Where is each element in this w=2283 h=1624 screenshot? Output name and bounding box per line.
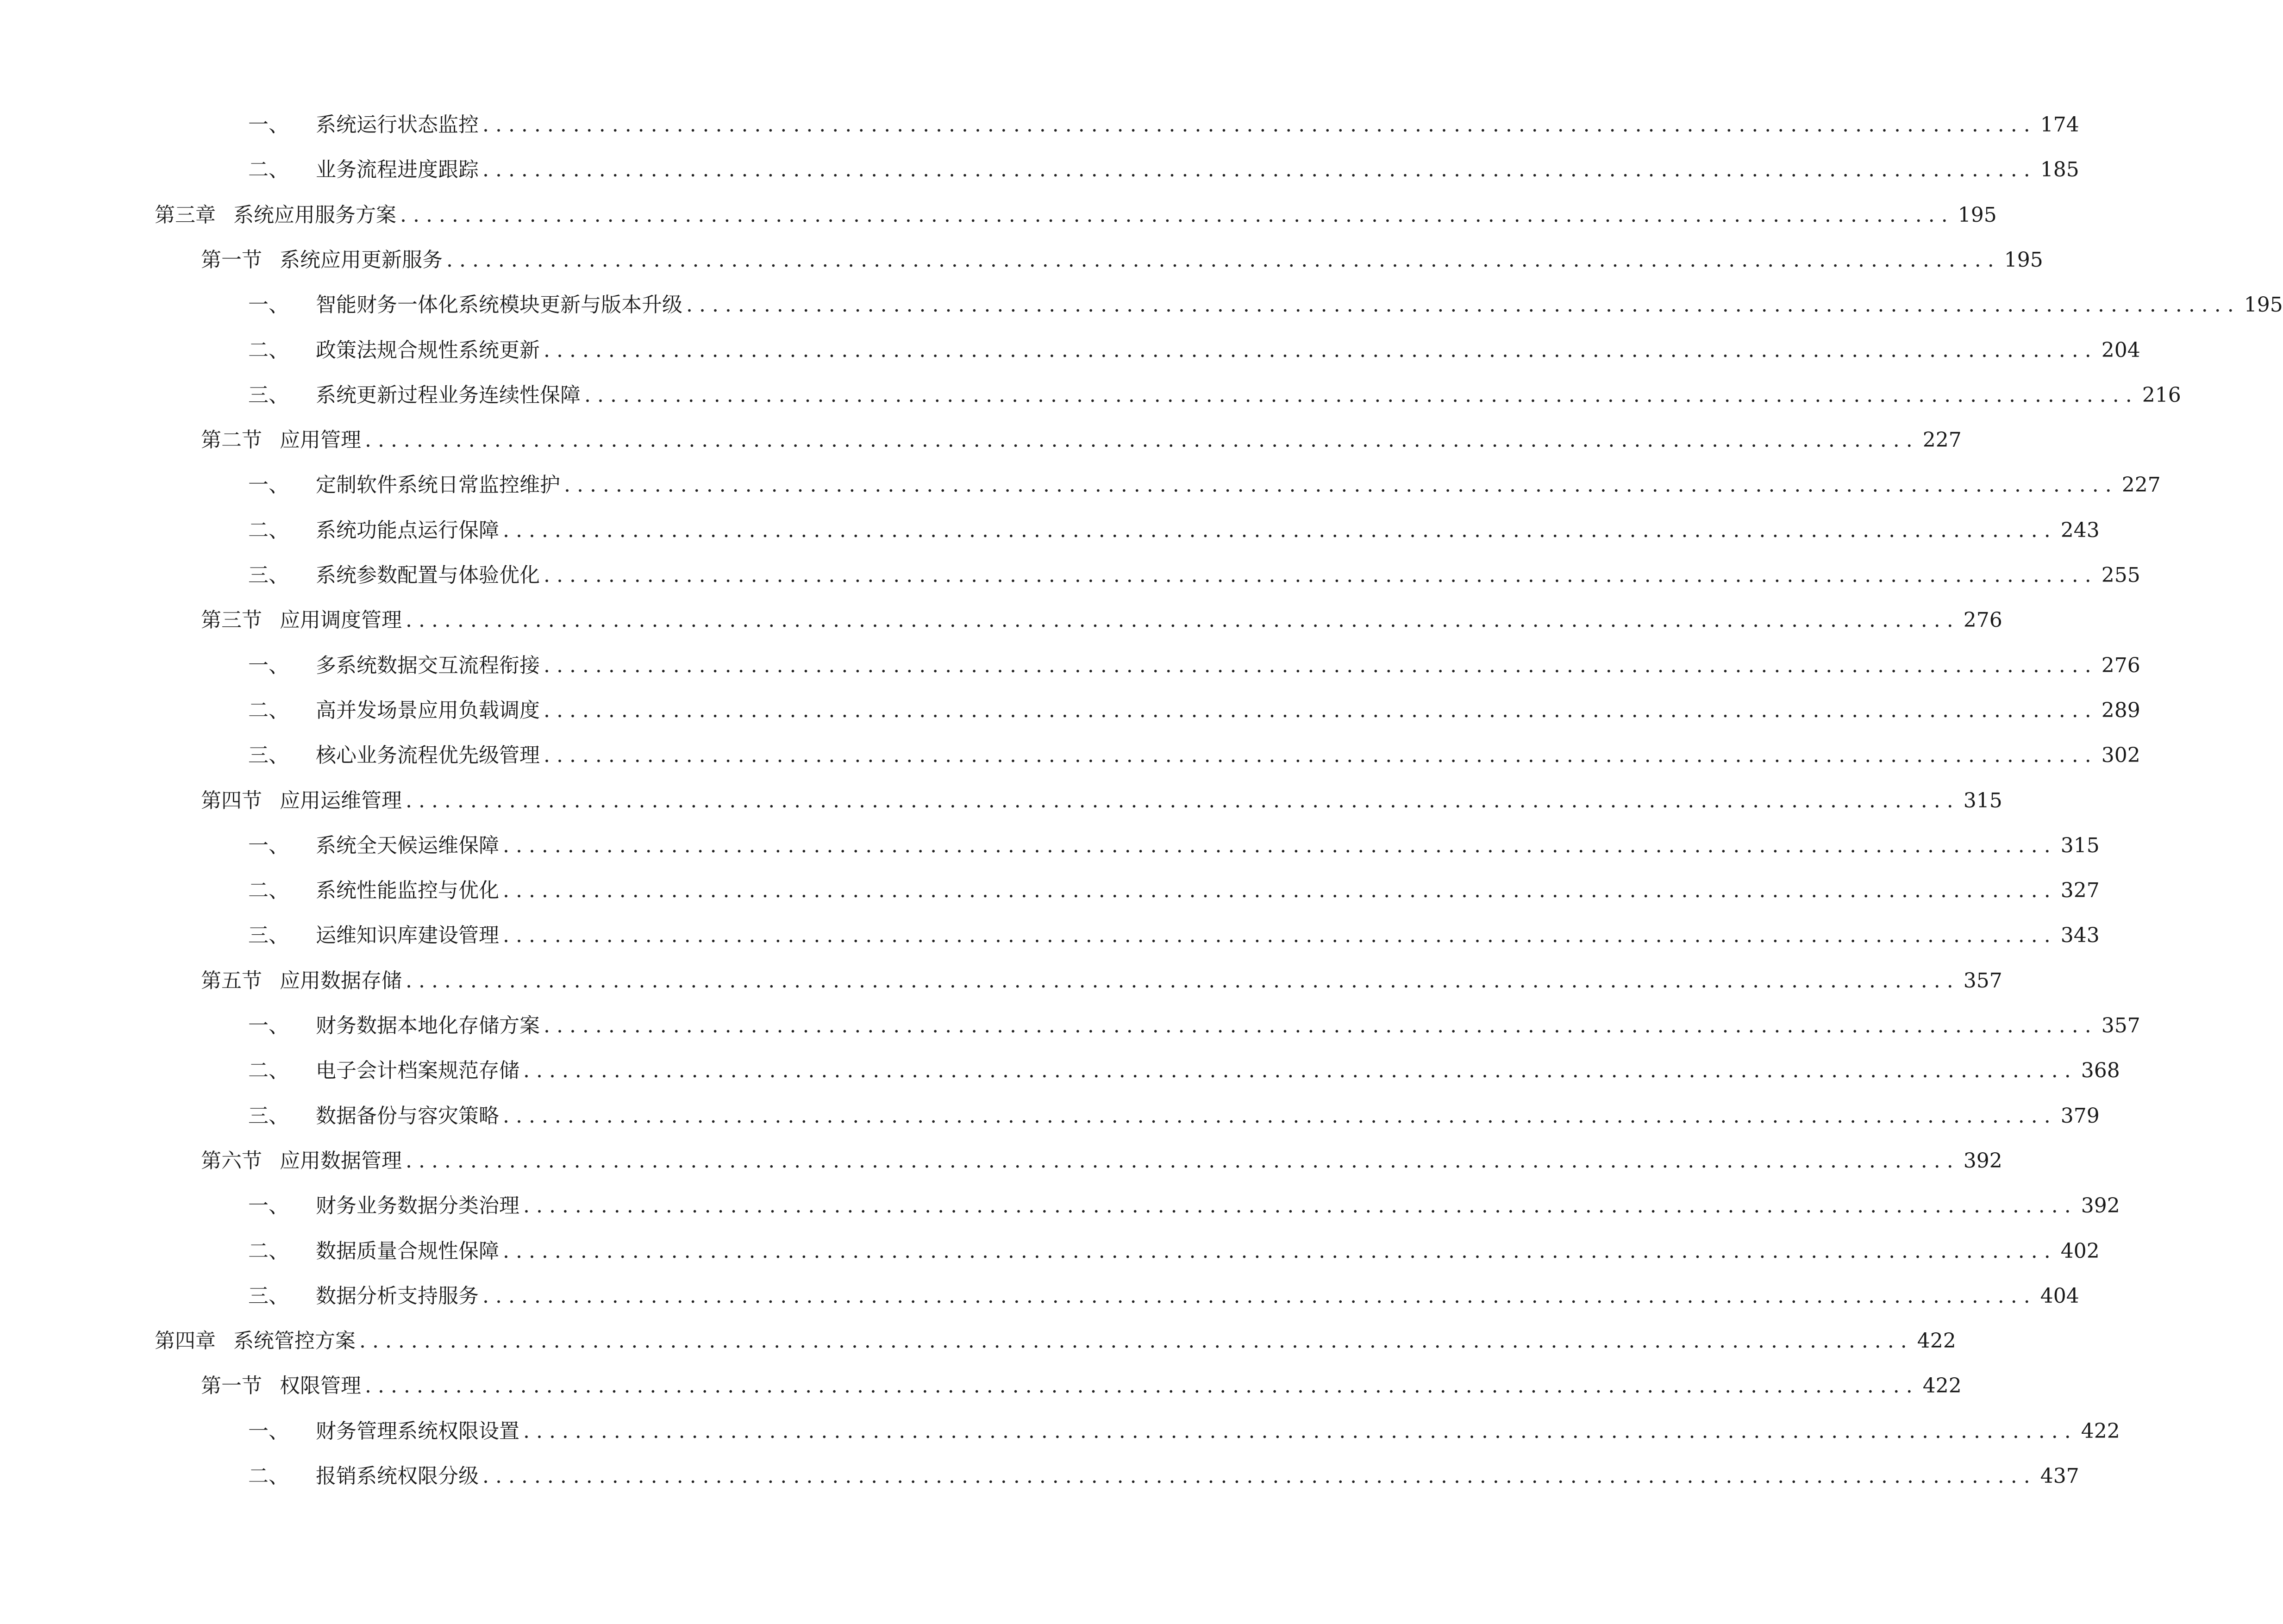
toc-entry-title: 定制软件系统日常监控维护 bbox=[316, 473, 560, 497]
toc-entry-page-number: 402 bbox=[2060, 1239, 2100, 1263]
toc-entry[interactable] bbox=[0, 1052, 2120, 1089]
toc-entry-page-number: 327 bbox=[2060, 879, 2100, 902]
toc-entry-number: 第三节 bbox=[201, 608, 262, 632]
toc-entry[interactable] bbox=[0, 827, 2100, 864]
toc-entry-title: 业务流程进度跟踪 bbox=[316, 158, 479, 181]
toc-entry-number: 一、 bbox=[248, 1014, 289, 1037]
toc-entry-page-number: 195 bbox=[2244, 293, 2283, 317]
toc-entry-number: 三、 bbox=[248, 924, 289, 947]
toc-entry-title: 财务管理系统权限设置 bbox=[316, 1419, 519, 1443]
toc-entry-title: 政策法规合规性系统更新 bbox=[316, 338, 540, 362]
toc-leader-dots: . . . . . . . . . . . . . . . . . . . . . . . . . . . . . . . . . . . . . . . . . . . . . . . . . . . . . . . . . . . . . . . . . . . . . . . . . . . . . . . . . . . . . . . . . . . . . . . . . . . . . . . . . . . . . . . . . . . . . . . . bbox=[544, 743, 2091, 767]
toc-leader-dots: . . . . . . . . . . . . . . . . . . . . . . . . . . . . . . . . . . . . . . . . . . . . . . . . . . . . . . . . . . . . . . . . . . . . . . . . . . . . . . . . . . . . . . . . . . . . . . . . . . . . . . . . . . . . . . . . . . . . . . . . bbox=[365, 1374, 1913, 1398]
toc-entry[interactable] bbox=[0, 467, 2161, 504]
toc-entry[interactable] bbox=[0, 151, 2079, 188]
toc-entry-title: 系统参数配置与体验优化 bbox=[316, 563, 540, 587]
toc-entry-title: 系统功能点运行保障 bbox=[316, 518, 499, 542]
toc-entry[interactable] bbox=[0, 332, 2140, 369]
toc-entry[interactable] bbox=[0, 1098, 2100, 1135]
toc-entry-title: 数据备份与容灾策略 bbox=[316, 1104, 499, 1128]
toc-leader-dots: . . . . . . . . . . . . . . . . . . . . . . . . . . . . . . . . . . . . . . . . . . . . . . . . . . . . . . . . . . . . . . . . . . . . . . . . . . . . . . . . . . . . . . . . . . . . . . . . . . . . . . . . . . . . . . . . . . . . . . . . bbox=[544, 1014, 2091, 1037]
toc-entry-number: 第一节 bbox=[201, 248, 262, 272]
toc-entry[interactable] bbox=[0, 737, 2140, 774]
toc-entry-number: 二、 bbox=[248, 338, 289, 362]
toc-entry-page-number: 315 bbox=[2060, 834, 2100, 857]
toc-entry-number: 二、 bbox=[248, 699, 289, 722]
toc-leader-dots: . . . . . . . . . . . . . . . . . . . . . . . . . . . . . . . . . . . . . . . . . . . . . . . . . . . . . . . . . . . . . . . . . . . . . . . . . . . . . . . . . . . . . . . . . . . . . . . . . . . . . . . . . . . . . . . . . . . . . . . . bbox=[544, 338, 2091, 362]
toc-leader-dots: . . . . . . . . . . . . . . . . . . . . . . . . . . . . . . . . . . . . . . . . . . . . . . . . . . . . . . . . . . . . . . . . . . . . . . . . . . . . . . . . . . . . . . . . . . . . . . . . . . . . . . . . . . . . . . . . . . . . . . . . bbox=[523, 1419, 2071, 1443]
toc-entry-number: 三、 bbox=[248, 743, 289, 767]
toc-entry[interactable] bbox=[0, 377, 2181, 414]
toc-entry[interactable] bbox=[0, 1278, 2079, 1315]
toc-entry-number: 三、 bbox=[248, 1104, 289, 1128]
toc-entry-number: 一、 bbox=[248, 473, 289, 497]
toc-entry-number: 第三章 bbox=[155, 203, 216, 227]
toc-entry[interactable] bbox=[0, 1323, 1956, 1360]
toc-entry-title: 数据质量合规性保障 bbox=[316, 1239, 499, 1263]
toc-leader-dots: . . . . . . . . . . . . . . . . . . . . . . . . . . . . . . . . . . . . . . . . . . . . . . . . . . . . . . . . . . . . . . . . . . . . . . . . . . . . . . . . . . . . . . . . . . . . . . . . . . . . . . . . . . . . . . . . . . . . . . . . bbox=[406, 608, 1953, 632]
toc-entry-page-number: 422 bbox=[1922, 1374, 1962, 1398]
toc-leader-dots: . . . . . . . . . . . . . . . . . . . . . . . . . . . . . . . . . . . . . . . . . . . . . . . . . . . . . . . . . . . . . . . . . . . . . . . . . . . . . . . . . . . . . . . . . . . . . . . . . . . . . . . . . . . . . . . . . . . . . . . . bbox=[482, 158, 2030, 181]
toc-entry-page-number: 422 bbox=[1917, 1329, 1956, 1353]
toc-entry-page-number: 302 bbox=[2101, 743, 2140, 767]
toc-entry[interactable] bbox=[0, 692, 2140, 729]
toc-entry-page-number: 276 bbox=[2101, 654, 2140, 677]
toc-entry-number: 一、 bbox=[248, 1419, 289, 1443]
toc-entry-title: 电子会计档案规范存储 bbox=[316, 1059, 519, 1082]
toc-leader-dots: . . . . . . . . . . . . . . . . . . . . . . . . . . . . . . . . . . . . . . . . . . . . . . . . . . . . . . . . . . . . . . . . . . . . . . . . . . . . . . . . . . . . . . . . . . . . . . . . . . . . . . . . . . . . . . . . . . . . . . . . bbox=[482, 1284, 2030, 1308]
toc-entry[interactable] bbox=[0, 287, 2283, 324]
toc-entry[interactable] bbox=[0, 1233, 2100, 1270]
toc-entry[interactable] bbox=[0, 106, 2079, 144]
toc-leader-dots: . . . . . . . . . . . . . . . . . . . . . . . . . . . . . . . . . . . . . . . . . . . . . . . . . . . . . . . . . . . . . . . . . . . . . . . . . . . . . . . . . . . . . . . . . . . . . . . . . . . . . . . . . . . . . . . . . . . . . . . . bbox=[584, 383, 2132, 407]
toc-entry[interactable] bbox=[0, 962, 2002, 999]
toc-entry-number: 一、 bbox=[248, 1194, 289, 1218]
toc-entry-page-number: 243 bbox=[2060, 518, 2100, 542]
toc-entry-number: 第六节 bbox=[201, 1149, 262, 1173]
toc-entry-page-number: 422 bbox=[2081, 1419, 2120, 1443]
toc-leader-dots: . . . . . . . . . . . . . . . . . . . . . . . . . . . . . . . . . . . . . . . . . . . . . . . . . . . . . . . . . . . . . . . . . . . . . . . . . . . . . . . . . . . . . . . . . . . . . . . . . . . . . . . . . . . . . . . . . . . . . . . . bbox=[400, 203, 1948, 227]
toc-entry-page-number: 404 bbox=[2040, 1284, 2079, 1308]
toc-entry-number: 三、 bbox=[248, 1284, 289, 1308]
toc-leader-dots: . . . . . . . . . . . . . . . . . . . . . . . . . . . . . . . . . . . . . . . . . . . . . . . . . . . . . . . . . . . . . . . . . . . . . . . . . . . . . . . . . . . . . . . . . . . . . . . . . . . . . . . . . . . . . . . . . . . . . . . . bbox=[503, 879, 2051, 902]
toc-entry-number: 一、 bbox=[248, 654, 289, 677]
toc-leader-dots: . . . . . . . . . . . . . . . . . . . . . . . . . . . . . . . . . . . . . . . . . . . . . . . . . . . . . . . . . . . . . . . . . . . . . . . . . . . . . . . . . . . . . . . . . . . . . . . . . . . . . . . . . . . . . . . . . . . . . . . . bbox=[365, 428, 1913, 452]
toc-entry-page-number: 357 bbox=[1963, 969, 2002, 993]
toc-leader-dots: . . . . . . . . . . . . . . . . . . . . . . . . . . . . . . . . . . . . . . . . . . . . . . . . . . . . . . . . . . . . . . . . . . . . . . . . . . . . . . . . . . . . . . . . . . . . . . . . . . . . . . . . . . . . . . . . . . . . . . . . bbox=[686, 293, 2234, 317]
toc-entry-title: 应用调度管理 bbox=[280, 608, 402, 632]
toc-entry-number: 第五节 bbox=[201, 969, 262, 993]
toc-entry-title: 系统应用更新服务 bbox=[280, 248, 443, 272]
toc-leader-dots: . . . . . . . . . . . . . . . . . . . . . . . . . . . . . . . . . . . . . . . . . . . . . . . . . . . . . . . . . . . . . . . . . . . . . . . . . . . . . . . . . . . . . . . . . . . . . . . . . . . . . . . . . . . . . . . . . . . . . . . . bbox=[406, 969, 1953, 993]
toc-leader-dots: . . . . . . . . . . . . . . . . . . . . . . . . . . . . . . . . . . . . . . . . . . . . . . . . . . . . . . . . . . . . . . . . . . . . . . . . . . . . . . . . . . . . . . . . . . . . . . . . . . . . . . . . . . . . . . . . . . . . . . . . bbox=[503, 924, 2051, 947]
toc-entry[interactable] bbox=[0, 242, 2043, 279]
toc-entry-title: 应用数据存储 bbox=[280, 969, 402, 993]
toc-entry-title: 系统应用服务方案 bbox=[233, 203, 396, 227]
toc-entry-title: 系统全天候运维保障 bbox=[316, 834, 499, 857]
toc-entry-title: 运维知识库建设管理 bbox=[316, 924, 499, 947]
toc-leader-dots: . . . . . . . . . . . . . . . . . . . . . . . . . . . . . . . . . . . . . . . . . . . . . . . . . . . . . . . . . . . . . . . . . . . . . . . . . . . . . . . . . . . . . . . . . . . . . . . . . . . . . . . . . . . . . . . . . . . . . . . . bbox=[406, 1149, 1953, 1173]
toc-entry-title: 财务业务数据分类治理 bbox=[316, 1194, 519, 1218]
toc-entry[interactable] bbox=[0, 1187, 2120, 1224]
toc-entry[interactable] bbox=[0, 1368, 1962, 1405]
toc-entry[interactable] bbox=[0, 602, 2002, 639]
toc-entry-page-number: 255 bbox=[2101, 563, 2140, 587]
toc-entry-page-number: 227 bbox=[2121, 473, 2161, 497]
toc-entry-page-number: 185 bbox=[2040, 158, 2079, 181]
toc-entry-page-number: 437 bbox=[2040, 1464, 2079, 1488]
toc-entry-title: 系统管控方案 bbox=[233, 1329, 356, 1353]
toc-entry-title: 系统性能监控与优化 bbox=[316, 879, 499, 902]
toc-entry-page-number: 368 bbox=[2081, 1059, 2120, 1082]
toc-entry-title: 核心业务流程优先级管理 bbox=[316, 743, 540, 767]
toc-entry[interactable] bbox=[0, 782, 2002, 819]
toc-entry-title: 应用管理 bbox=[280, 428, 361, 452]
toc-entry-page-number: 379 bbox=[2060, 1104, 2100, 1128]
toc-leader-dots: . . . . . . . . . . . . . . . . . . . . . . . . . . . . . . . . . . . . . . . . . . . . . . . . . . . . . . . . . . . . . . . . . . . . . . . . . . . . . . . . . . . . . . . . . . . . . . . . . . . . . . . . . . . . . . . . . . . . . . . . bbox=[503, 518, 2051, 542]
toc-entry[interactable] bbox=[0, 917, 2100, 954]
toc-entry-page-number: 315 bbox=[1963, 789, 2002, 812]
toc-entry-title: 智能财务一体化系统模块更新与版本升级 bbox=[316, 293, 682, 317]
toc-entry-page-number: 289 bbox=[2101, 699, 2140, 722]
toc-entry-number: 一、 bbox=[248, 113, 289, 137]
toc-entry-title: 财务数据本地化存储方案 bbox=[316, 1014, 540, 1037]
toc-leader-dots: . . . . . . . . . . . . . . . . . . . . . . . . . . . . . . . . . . . . . . . . . . . . . . . . . . . . . . . . . . . . . . . . . . . . . . . . . . . . . . . . . . . . . . . . . . . . . . . . . . . . . . . . . . . . . . . . . . . . . . . . bbox=[544, 563, 2091, 587]
toc-entry-page-number: 343 bbox=[2060, 924, 2100, 947]
toc-entry-page-number: 357 bbox=[2101, 1014, 2140, 1037]
toc-entry-number: 一、 bbox=[248, 293, 289, 317]
toc-entry-page-number: 204 bbox=[2101, 338, 2140, 362]
toc-leader-dots: . . . . . . . . . . . . . . . . . . . . . . . . . . . . . . . . . . . . . . . . . . . . . . . . . . . . . . . . . . . . . . . . . . . . . . . . . . . . . . . . . . . . . . . . . . . . . . . . . . . . . . . . . . . . . . . . . . . . . . . . bbox=[503, 834, 2051, 857]
toc-entry[interactable] bbox=[0, 647, 2140, 684]
toc-entry-number: 第四节 bbox=[201, 789, 262, 812]
toc-entry-number: 二、 bbox=[248, 879, 289, 902]
toc-leader-dots: . . . . . . . . . . . . . . . . . . . . . . . . . . . . . . . . . . . . . . . . . . . . . . . . . . . . . . . . . . . . . . . . . . . . . . . . . . . . . . . . . . . . . . . . . . . . . . . . . . . . . . . . . . . . . . . . . . . . . . . . bbox=[544, 654, 2091, 677]
toc-leader-dots: . . . . . . . . . . . . . . . . . . . . . . . . . . . . . . . . . . . . . . . . . . . . . . . . . . . . . . . . . . . . . . . . . . . . . . . . . . . . . . . . . . . . . . . . . . . . . . . . . . . . . . . . . . . . . . . . . . . . . . . . bbox=[564, 473, 2112, 497]
toc-leader-dots: . . . . . . . . . . . . . . . . . . . . . . . . . . . . . . . . . . . . . . . . . . . . . . . . . . . . . . . . . . . . . . . . . . . . . . . . . . . . . . . . . . . . . . . . . . . . . . . . . . . . . . . . . . . . . . . . . . . . . . . . bbox=[503, 1239, 2051, 1263]
toc-leader-dots: . . . . . . . . . . . . . . . . . . . . . . . . . . . . . . . . . . . . . . . . . . . . . . . . . . . . . . . . . . . . . . . . . . . . . . . . . . . . . . . . . . . . . . . . . . . . . . . . . . . . . . . . . . . . . . . . . . . . . . . . bbox=[359, 1329, 1907, 1353]
toc-entry[interactable] bbox=[0, 872, 2100, 909]
toc-entry-page-number: 195 bbox=[2004, 248, 2043, 272]
toc-entry-number: 三、 bbox=[248, 383, 289, 407]
toc-entry-title: 高并发场景应用负载调度 bbox=[316, 699, 540, 722]
toc-entry-title: 多系统数据交互流程衔接 bbox=[316, 654, 540, 677]
toc-entry-number: 二、 bbox=[248, 1464, 289, 1488]
toc-entry-page-number: 195 bbox=[1958, 203, 1997, 227]
toc-entry-page-number: 276 bbox=[1963, 608, 2002, 632]
toc-entry-number: 第二节 bbox=[201, 428, 262, 452]
toc-entry[interactable] bbox=[0, 1007, 2140, 1044]
toc-leader-dots: . . . . . . . . . . . . . . . . . . . . . . . . . . . . . . . . . . . . . . . . . . . . . . . . . . . . . . . . . . . . . . . . . . . . . . . . . . . . . . . . . . . . . . . . . . . . . . . . . . . . . . . . . . . . . . . . . . . . . . . . bbox=[523, 1194, 2071, 1218]
toc-leader-dots: . . . . . . . . . . . . . . . . . . . . . . . . . . . . . . . . . . . . . . . . . . . . . . . . . . . . . . . . . . . . . . . . . . . . . . . . . . . . . . . . . . . . . . . . . . . . . . . . . . . . . . . . . . . . . . . . . . . . . . . . bbox=[446, 248, 1994, 272]
toc-leader-dots: . . . . . . . . . . . . . . . . . . . . . . . . . . . . . . . . . . . . . . . . . . . . . . . . . . . . . . . . . . . . . . . . . . . . . . . . . . . . . . . . . . . . . . . . . . . . . . . . . . . . . . . . . . . . . . . . . . . . . . . . bbox=[406, 789, 1953, 812]
toc-entry[interactable] bbox=[0, 512, 2100, 549]
toc-entry[interactable] bbox=[0, 1143, 2002, 1180]
toc-entry[interactable] bbox=[0, 557, 2140, 594]
toc-leader-dots: . . . . . . . . . . . . . . . . . . . . . . . . . . . . . . . . . . . . . . . . . . . . . . . . . . . . . . . . . . . . . . . . . . . . . . . . . . . . . . . . . . . . . . . . . . . . . . . . . . . . . . . . . . . . . . . . . . . . . . . . bbox=[544, 699, 2091, 722]
toc-leader-dots: . . . . . . . . . . . . . . . . . . . . . . . . . . . . . . . . . . . . . . . . . . . . . . . . . . . . . . . . . . . . . . . . . . . . . . . . . . . . . . . . . . . . . . . . . . . . . . . . . . . . . . . . . . . . . . . . . . . . . . . . bbox=[523, 1059, 2071, 1082]
toc-entry-title: 权限管理 bbox=[280, 1374, 361, 1398]
toc-entry-number: 二、 bbox=[248, 158, 289, 181]
toc-leader-dots: . . . . . . . . . . . . . . . . . . . . . . . . . . . . . . . . . . . . . . . . . . . . . . . . . . . . . . . . . . . . . . . . . . . . . . . . . . . . . . . . . . . . . . . . . . . . . . . . . . . . . . . . . . . . . . . . . . . . . . . . bbox=[482, 1464, 2030, 1488]
toc-entry[interactable] bbox=[0, 422, 1962, 459]
toc-entry-page-number: 392 bbox=[2081, 1194, 2120, 1218]
toc-entry-title: 系统运行状态监控 bbox=[316, 113, 479, 137]
toc-entry[interactable] bbox=[0, 1458, 2079, 1495]
toc-leader-dots: . . . . . . . . . . . . . . . . . . . . . . . . . . . . . . . . . . . . . . . . . . . . . . . . . . . . . . . . . . . . . . . . . . . . . . . . . . . . . . . . . . . . . . . . . . . . . . . . . . . . . . . . . . . . . . . . . . . . . . . . bbox=[503, 1104, 2051, 1128]
toc-entry-number: 第一节 bbox=[201, 1374, 262, 1398]
toc-entry-page-number: 392 bbox=[1963, 1149, 2002, 1173]
toc-entry-number: 二、 bbox=[248, 518, 289, 542]
toc-entry-number: 一、 bbox=[248, 834, 289, 857]
toc-entry-number: 二、 bbox=[248, 1059, 289, 1082]
toc-entry-title: 系统更新过程业务连续性保障 bbox=[316, 383, 581, 407]
toc-entry-title: 报销系统权限分级 bbox=[316, 1464, 479, 1488]
toc-entry[interactable] bbox=[0, 1413, 2120, 1450]
toc-entry-title: 数据分析支持服务 bbox=[316, 1284, 479, 1308]
toc-entry-page-number: 174 bbox=[2040, 113, 2079, 137]
toc-entry-title: 应用数据管理 bbox=[280, 1149, 402, 1173]
toc-entry-page-number: 227 bbox=[1922, 428, 1962, 452]
toc-entry-page-number: 216 bbox=[2142, 383, 2181, 407]
toc-leader-dots: . . . . . . . . . . . . . . . . . . . . . . . . . . . . . . . . . . . . . . . . . . . . . . . . . . . . . . . . . . . . . . . . . . . . . . . . . . . . . . . . . . . . . . . . . . . . . . . . . . . . . . . . . . . . . . . . . . . . . . . . bbox=[482, 113, 2030, 137]
toc-entry-number: 三、 bbox=[248, 563, 289, 587]
toc-entry-number: 第四章 bbox=[155, 1329, 216, 1353]
toc-entry-number: 二、 bbox=[248, 1239, 289, 1263]
toc-entry[interactable] bbox=[0, 197, 1997, 234]
toc-entry-title: 应用运维管理 bbox=[280, 789, 402, 812]
